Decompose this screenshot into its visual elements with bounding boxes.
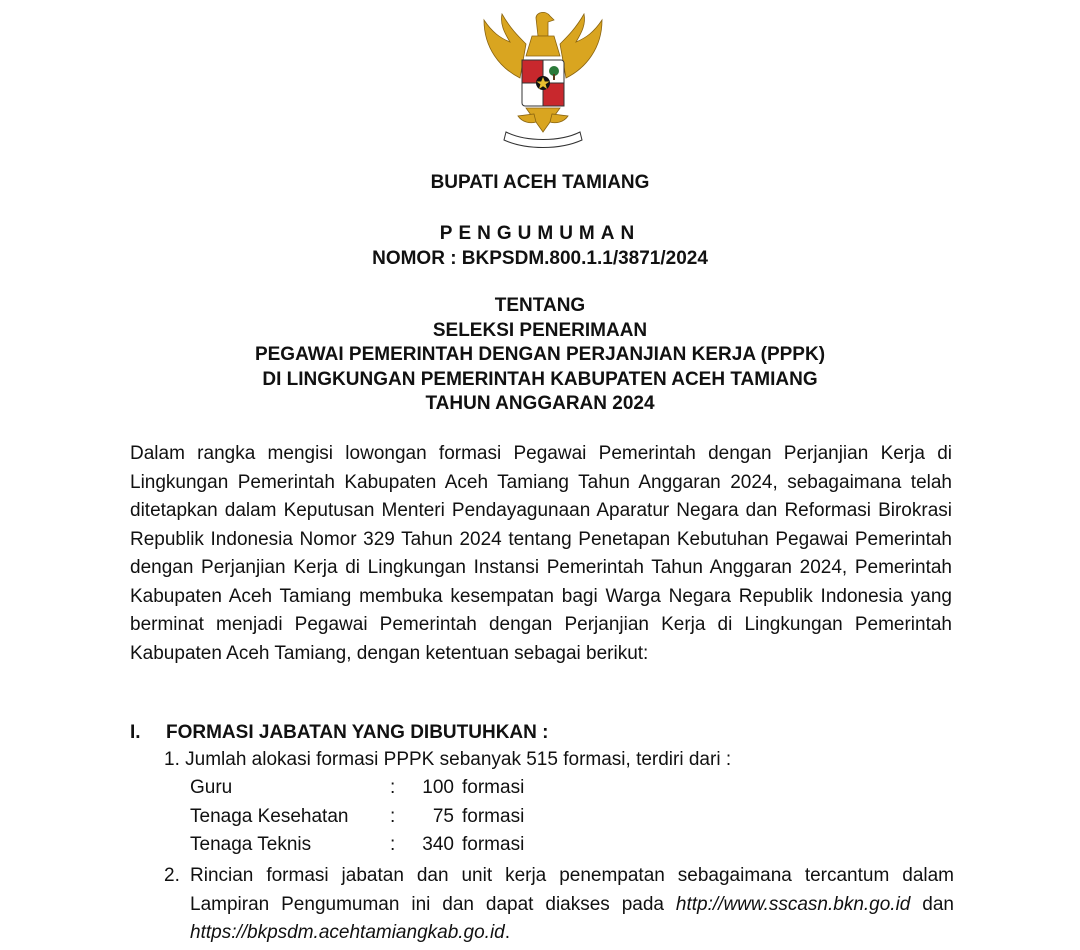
intro-paragraph: Dalam rangka mengisi lowongan formasi Pegawai Pemerintah dengan Perjanjian Kerja di Lingkungan Pemerintah Kabupaten Aceh Tamiang Tahun Anggaran 2024, sebagaimana telah ditetapkan dalam Keputusan Menteri Pendayagunaan Aparatur Negara dan Reformasi Birokrasi Republik Indonesia Nomor 329 Tahun 2024 tentang Penetapan Kebutuhan Pegawai Pemerintah dengan Perjanjian Kerja di Lingkungan Instansi Pemerintah Tahun Anggaran 2024, Pemerintah Kabupaten Aceh Tamiang membuka kesempatan bagi Warga Negara Republik Indonesia yang berminat menjadi Pegawai Pemerintah dengan Perjanjian Kerja di Lingkungan Pemerintah Kabupaten Aceh Tamiang, dengan ketentuan sebagai berikut: (130, 443, 952, 664)
garuda-pancasila-emblem (470, 8, 616, 156)
connector-text: dan (910, 893, 954, 915)
formasi-count: 340 (422, 834, 454, 855)
formasi-count: 75 (432, 805, 454, 827)
item-text: Jumlah alokasi formasi PPPK sebanyak 515 formasi, terdiri dari : (185, 749, 732, 770)
table-row (190, 834, 524, 863)
bkpsdm-link[interactable]: https://bkpsdm.acehtamiangkab.go.id (190, 922, 505, 943)
list-item-1 (164, 749, 731, 771)
item-number: 2. (164, 865, 180, 886)
list-item-2 (164, 862, 954, 948)
issuer-title: BUPATI ACEH TAMIANG (430, 172, 650, 193)
item-text-body: Rincian formasi jabatan dan unit kerja penempatan sebagaimana tercantum dalam Lampiran Pengumuman ini dan dapat diakses pada (190, 865, 954, 915)
separator: : (390, 834, 396, 855)
item-text (190, 862, 954, 948)
subject-line: TENTANG (494, 295, 586, 316)
formasi-name: Guru (190, 777, 233, 798)
table-row (190, 777, 524, 806)
section-number: I. (130, 722, 141, 743)
formasi-name: Tenaga Kesehatan (190, 805, 349, 827)
section-title: FORMASI JABATAN YANG DIBUTUHKAN : (166, 722, 549, 743)
item-end: . (504, 922, 511, 943)
formasi-table (190, 777, 524, 863)
subject-block (0, 294, 1080, 417)
document-type: PENGUMUMAN (439, 223, 641, 244)
separator: : (390, 777, 396, 798)
table-row (190, 806, 524, 835)
formasi-unit: formasi (462, 834, 525, 855)
subject-line: SELEKSI PENERIMAAN (432, 319, 648, 341)
sscasn-link[interactable]: http://www.sscasn.bkn.go.id (675, 893, 911, 915)
subject-line: TAHUN ANGGARAN 2024 (425, 393, 655, 414)
subject-line: PEGAWAI PEMERINTAH DENGAN PERJANJIAN KERJA (PPPK) (254, 344, 826, 365)
separator: : (390, 805, 396, 827)
formasi-unit: formasi (462, 777, 525, 798)
formasi-unit: formasi (462, 805, 525, 827)
section-heading (130, 722, 548, 744)
document-number: NOMOR : BKPSDM.800.1.1/3871/2024 (372, 248, 708, 269)
item-number: 1. (164, 749, 180, 770)
subject-line: DI LINGKUNGAN PEMERINTAH KABUPATEN ACEH TAMIANG (262, 368, 818, 390)
formasi-count: 100 (422, 777, 454, 798)
formasi-name: Tenaga Teknis (190, 834, 312, 855)
